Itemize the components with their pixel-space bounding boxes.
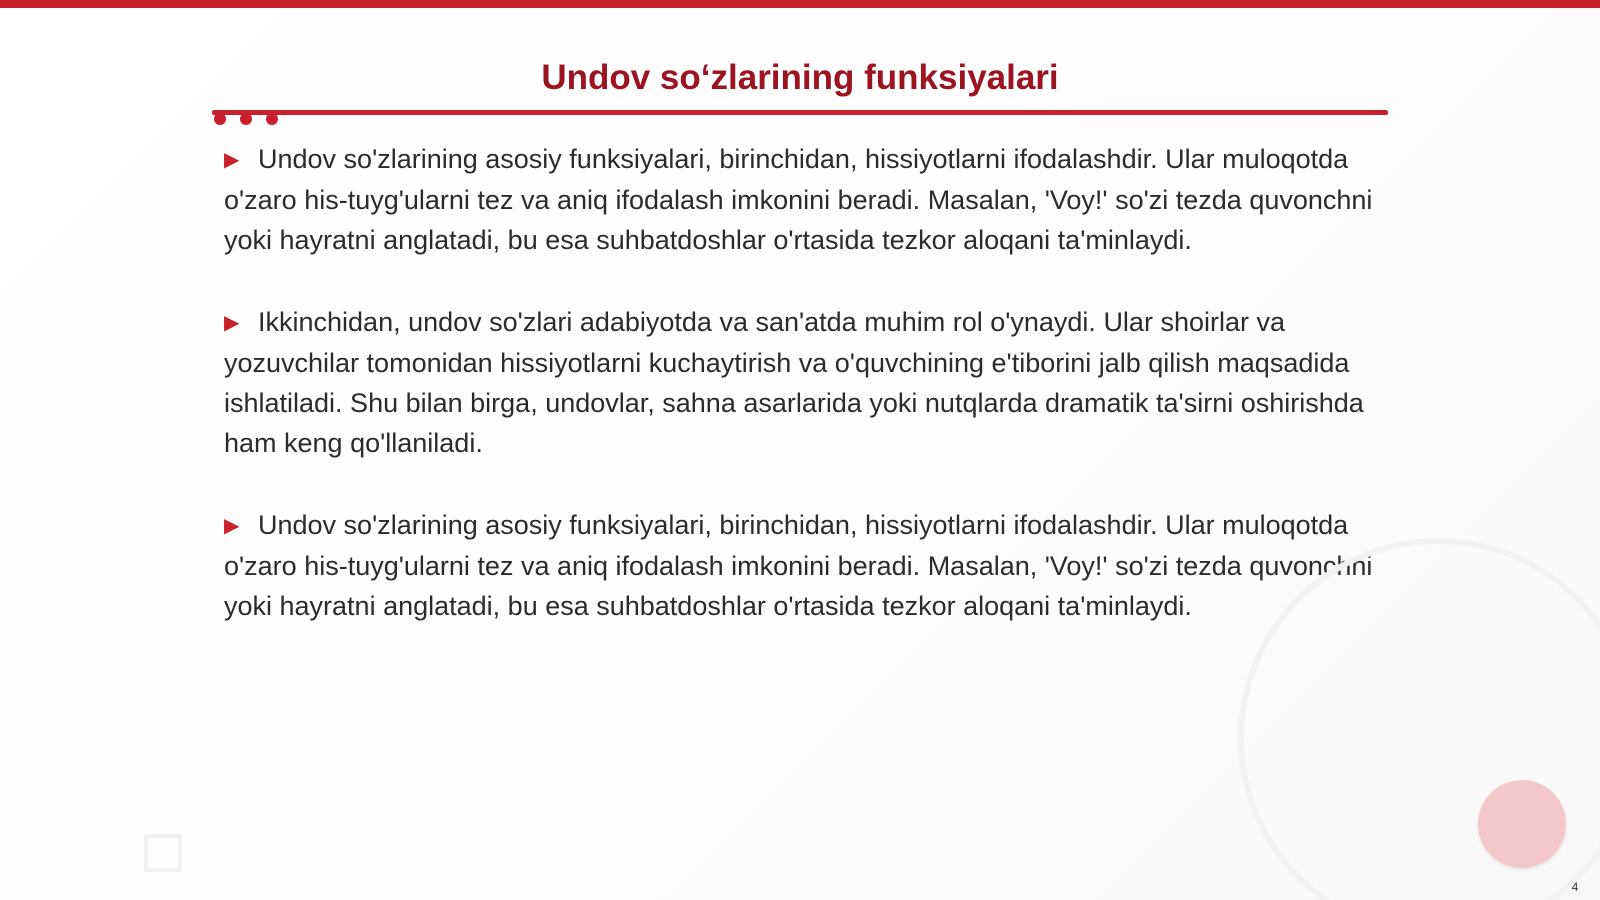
title-dot-1 xyxy=(214,113,226,125)
title-dot-2 xyxy=(240,113,252,125)
triangle-right-icon: ▶ xyxy=(224,149,240,171)
triangle-right-icon: ▶ xyxy=(224,515,240,537)
paragraph-3-text: Undov so'zlarining asosiy funksiyalari, birinchidan, hissiyotlarni ifodalashdir. Ular muloqotda o'zaro his-tuyg'ularni tez va aniq ifodalash imkonini beradi. Masalan, 'Voy!' so'zi tezda quvonchni yoki hayratni anglatadi, bu esa suhbatdoshlar o'rtasida tezkor aloqani ta'minlaydi. xyxy=(224,510,1373,621)
decorative-pink-circle xyxy=(1478,780,1566,868)
page-number: 4 xyxy=(1571,880,1579,894)
top-accent-bar xyxy=(0,0,1600,8)
title-dot-3 xyxy=(266,113,278,125)
decorative-square xyxy=(144,834,182,872)
paragraph-2-text: Ikkinchidan, undov so'zlari adabiyotda va san'atda muhim rol o'ynaydi. Ular shoirlar va yozuvchilar tomonidan hissiyotlarni kuchaytirish va o'quvchining e'tiborini jalb qilish maqsadida ishlatiladi. Shu bilan birga, undovlar, sahna asarlarida yoki nutqlarda dramatik ta'sirni oshirishda ham keng qo'llaniladi. xyxy=(224,307,1364,458)
triangle-right-icon: ▶ xyxy=(224,312,240,334)
paragraph-1 xyxy=(224,139,1384,260)
title-underline xyxy=(212,110,1388,115)
slide-title: Undov so‘zlarining funksiyalari xyxy=(541,58,1059,97)
paragraph-3 xyxy=(224,505,1384,626)
slide-body xyxy=(224,139,1384,668)
paragraph-2 xyxy=(224,302,1384,463)
paragraph-1-text: Undov so'zlarining asosiy funksiyalari, birinchidan, hissiyotlarni ifodalashdir. Ular muloqotda o'zaro his-tuyg'ularni tez va aniq ifodalash imkonini beradi. Masalan, 'Voy!' so'zi tezda quvonchni yoki hayratni anglatadi, bu esa suhbatdoshlar o'rtasida tezkor aloqani ta'minlaydi. xyxy=(224,144,1373,255)
